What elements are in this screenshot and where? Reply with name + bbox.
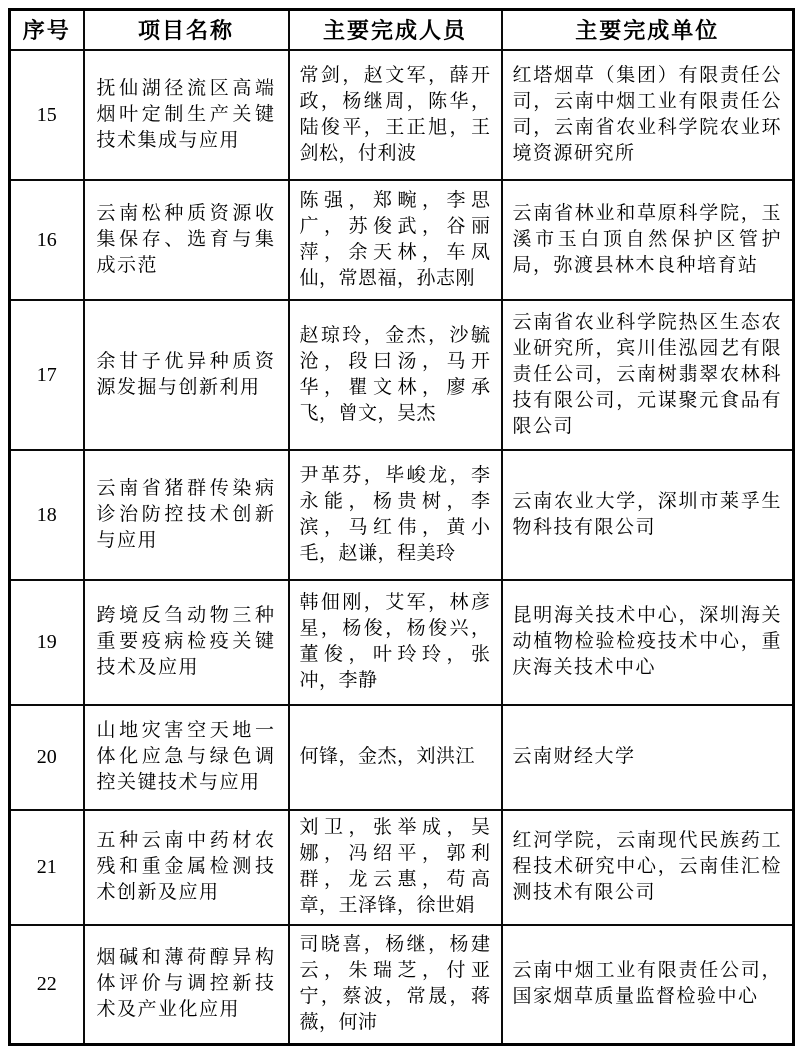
table-row (10, 705, 794, 810)
cell-main-personnel: 韩佃刚，艾军，林彦星，杨俊，杨俊兴，董俊，叶玲玲，张冲，李静 (289, 580, 502, 705)
col-header-project: 项目名称 (84, 10, 289, 50)
cell-serial-number: 17 (10, 300, 84, 450)
cell-main-organizations: 云南省农业科学院热区生态农业研究所，宾川佳泓园艺有限责任公司，云南树翡翠农林科技有限公司，元谋聚元食品有限公司 (502, 300, 794, 450)
header-row (10, 10, 794, 50)
award-table (8, 8, 795, 1046)
cell-main-organizations: 云南中烟工业有限责任公司，国家烟草质量监督检验中心 (502, 925, 794, 1045)
cell-serial-number: 20 (10, 705, 84, 810)
table-row (10, 450, 794, 580)
cell-project-name: 五种云南中药材农残和重金属检测技术创新及应用 (84, 810, 289, 925)
table-row (10, 180, 794, 300)
col-header-people: 主要完成人员 (289, 10, 502, 50)
cell-main-personnel: 赵琼玲，金杰，沙毓沧，段曰汤，马开华，瞿文林，廖承飞，曾文，吴杰 (289, 300, 502, 450)
table-row (10, 580, 794, 705)
table-body (10, 50, 794, 1045)
cell-project-name: 余甘子优异种质资源发掘与创新利用 (84, 300, 289, 450)
cell-main-organizations: 云南农业大学，深圳市莱孚生物科技有限公司 (502, 450, 794, 580)
table-row (10, 810, 794, 925)
cell-serial-number: 15 (10, 50, 84, 180)
cell-main-organizations: 云南财经大学 (502, 705, 794, 810)
cell-serial-number: 21 (10, 810, 84, 925)
table-row (10, 300, 794, 450)
cell-main-personnel: 陈强，郑畹，李思广，苏俊武，谷丽萍，余天林，车凤仙，常恩福，孙志刚 (289, 180, 502, 300)
cell-main-personnel: 常剑，赵文军，薛开政，杨继周，陈华，陆俊平，王正旭，王剑松，付利波 (289, 50, 502, 180)
cell-project-name: 云南省猪群传染病诊治防控技术创新与应用 (84, 450, 289, 580)
cell-main-personnel: 何锋，金杰，刘洪江 (289, 705, 502, 810)
cell-serial-number: 18 (10, 450, 84, 580)
cell-main-organizations: 红塔烟草（集团）有限责任公司，云南中烟工业有限责任公司，云南省农业科学院农业环境资源研究所 (502, 50, 794, 180)
col-header-org: 主要完成单位 (502, 10, 794, 50)
cell-serial-number: 22 (10, 925, 84, 1045)
table-row (10, 925, 794, 1045)
cell-main-personnel: 刘卫，张举成，吴娜，冯绍平，郭利群，龙云惠，苟高章，王泽锋，徐世娟 (289, 810, 502, 925)
cell-main-organizations: 红河学院，云南现代民族药工程技术研究中心，云南佳汇检测技术有限公司 (502, 810, 794, 925)
cell-project-name: 山地灾害空天地一体化应急与绿色调控关键技术与应用 (84, 705, 289, 810)
cell-main-organizations: 昆明海关技术中心，深圳海关动植物检验检疫技术中心，重庆海关技术中心 (502, 580, 794, 705)
cell-serial-number: 19 (10, 580, 84, 705)
cell-main-personnel: 司晓喜，杨继，杨建云，朱瑞芝，付亚宁，蔡波，常晟，蒋薇，何沛 (289, 925, 502, 1045)
cell-project-name: 烟碱和薄荷醇异构体评价与调控新技术及产业化应用 (84, 925, 289, 1045)
cell-serial-number: 16 (10, 180, 84, 300)
cell-project-name: 跨境反刍动物三种重要疫病检疫关键技术及应用 (84, 580, 289, 705)
cell-project-name: 云南松种质资源收集保存、选育与集成示范 (84, 180, 289, 300)
cell-main-personnel: 尹革芬，毕峻龙，李永能，杨贵树，李滨，马红伟，黄小毛，赵谦，程美玲 (289, 450, 502, 580)
col-header-no: 序号 (10, 10, 84, 50)
table-row (10, 50, 794, 180)
cell-project-name: 抚仙湖径流区高端烟叶定制生产关键技术集成与应用 (84, 50, 289, 180)
cell-main-organizations: 云南省林业和草原科学院，玉溪市玉白顶自然保护区管护局，弥渡县林木良种培育站 (502, 180, 794, 300)
